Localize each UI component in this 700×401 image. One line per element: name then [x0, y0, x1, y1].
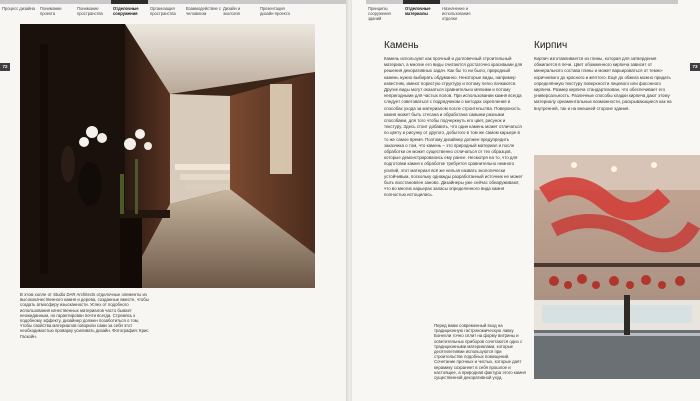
nav-item-label: Процесс дизайна	[2, 6, 35, 11]
left-page	[0, 0, 348, 401]
hallway-illustration	[20, 24, 315, 288]
nav-item-label: Отделочные материалы	[405, 6, 431, 16]
nav-item-label: Взаимодействие с человеком	[186, 6, 221, 16]
nav-item-empty	[295, 0, 348, 24]
nav-item-finishing[interactable]	[111, 0, 148, 24]
brick-body: Кирпич изготавливается из глины, которая для затвердения обжигается в печи. Цвет обожженного кирпича зависит от минерального состава глины и может варьироваться от темно-коричневого до красного и жёлтого. Ещё до обжига можно придать определённую текстуру поверхности лицевого или фасонного кирпича. Размер кирпича стандартизован, что обеспечивает его универсальность. Различные способы кладки кирпича дают этому материалу орнаментальные возможности, раскрывающиеся как на внутренней, так и на внешней стороне здания.	[534, 56, 672, 111]
nav-item-label: Организация пространства	[150, 6, 176, 16]
stone-heading: Камень	[384, 40, 419, 51]
nav-item-label: Презентация дизайн-проекта	[260, 6, 290, 16]
nav-item-human-interaction[interactable]	[184, 0, 221, 24]
nav-item-label: Назначение и использование отделки	[442, 6, 471, 21]
nav-item-label: Отделочные сооружения	[113, 6, 139, 16]
hallway-photo	[20, 24, 315, 288]
nav-item-label: Дизайн и экология	[223, 6, 241, 16]
nav-item-empty-right	[478, 0, 678, 24]
right-nav	[366, 0, 678, 24]
nav-item-presentation[interactable]	[258, 0, 295, 24]
nav-item-label: Понимание пространства	[77, 6, 103, 16]
nav-item-building-principles[interactable]	[366, 0, 403, 24]
photo-caption-left: В этом холле от Studio DAR Architects отделочные элементы из высококачественного камня и дерева, созданные вместе, чтобы создать атмосферу изысканности. Успех от подобного использования качественных материалов часто бывает неожиданным, но гарантирован почти всегда. Стремясь к подобному эффекту, дизайнер должен позаботиться о том, чтобы свойства материалов говорили сами за себя этот необходимостью проварку усиливать дизайн. Фотография: Крис Гаскойн.	[20, 292, 149, 339]
nav-item-finishing-materials[interactable]	[403, 0, 440, 24]
photo-caption-right: Перед вами современный вход на традиционную гастрономическую лавку Бонелли точно сплит на форму витрины и осветительных приборов сочетаются одно с традиционными материалами, которые десятилетиями используются при строительстве подобных помещений. Сочетание прочных и чистых, которые даёт керамику сохраняет в себя прошлое и настоящее, а природная фактура этого камня существенной декоративной ухуд.	[434, 323, 526, 381]
page-number-right: 73	[690, 63, 700, 71]
deli-illustration	[534, 155, 700, 379]
nav-item-space-understanding[interactable]	[75, 0, 111, 24]
nav-item-project-understanding[interactable]	[38, 0, 75, 24]
brick-heading: Кирпич	[534, 40, 568, 51]
right-page	[352, 0, 700, 401]
nav-item-design-ecology[interactable]	[221, 0, 258, 24]
deli-photo	[534, 155, 700, 379]
nav-item-finishing-usage[interactable]	[440, 0, 478, 24]
page-number-left: 72	[0, 63, 10, 71]
stone-body: Камень используют как прочный и долговечный строительный материал, а многие его виды считаются достаточно красивыми для решения декоративных задач. Как бы то ни было, природный камень нужно выбирать обдуманно. Некоторые виды, например известняк, имеют пористую структуру и потому легко пачкаются. Другие виды могут оказаться сравнительно мягкими и потому непригодными для частых полов. При использовании камня всегда следует советоваться с подрядчиком о методах скрепления и способах ухода за материалом после строительства. Поверхность камня может быть стесана и обработана самыми разными способами, для того чтобы подчеркнуть его цвет, рисунок и текстуру. Здесь стоит добавить, что один камень может отличаться по цвету и рисунку от другого, добытого в том же самом карьере в то же самое время. Поэтому дизайнер должен предупредить заказчика о том, что камень – это природный материал и после обработки он может существенно отличаться от тех образцов, которые демонстрировались ему ранее. Несмотря на то, что для подготовки камня к обработке требуется сравнительно немного усилий, этот материал всё же нельзя назвать экологически устойчивым, поскольку однажды разработанный источник не может быть восстановлен заново. Дизайнеры уже сейчас обнаруживают, что во многих карьерах запасы определенного вида камня полностью истощились.	[384, 56, 523, 198]
nav-item-label: Принципы сооружения зданий	[368, 6, 391, 21]
nav-item-label: Понимание проекта	[40, 6, 62, 16]
left-nav	[0, 0, 348, 24]
nav-item-space-organization[interactable]	[148, 0, 184, 24]
nav-item-design-process[interactable]	[0, 0, 38, 24]
